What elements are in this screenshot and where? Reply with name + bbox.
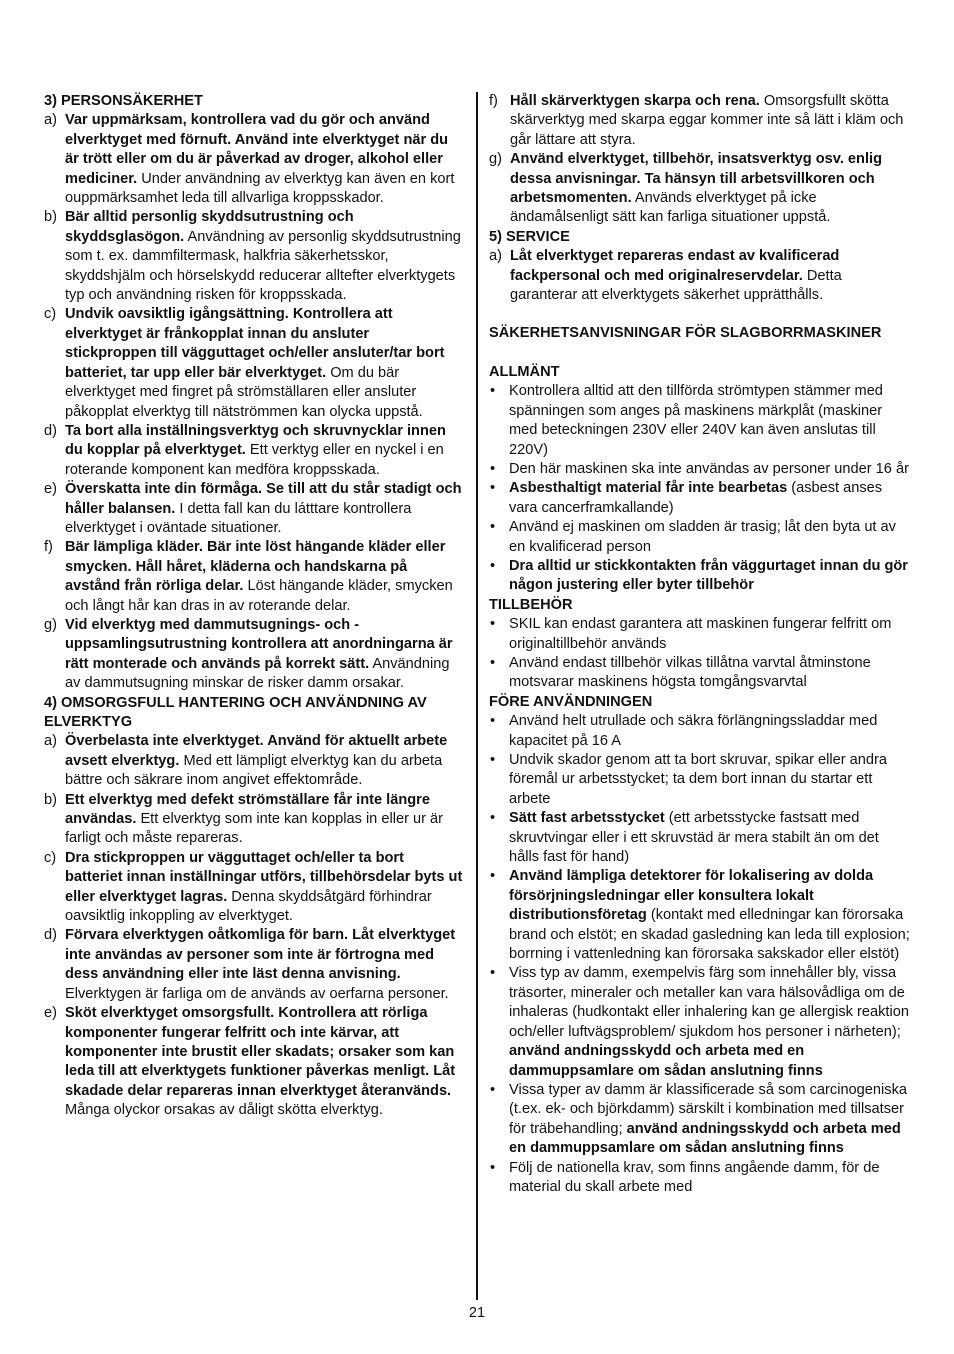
item-text: Denna skyddsåtgärd förhindrar oavsiktlig inkoppling av elverktyget. [65, 888, 432, 925]
bullet-text: (asbest anses vara cancerframkallande) [509, 480, 883, 516]
item-bold-text: Låt elverktyget repareras endast av kvalificerad fackpersonal och med originalreservdelar. [510, 248, 840, 284]
bullet-item [489, 712, 911, 751]
instruction-item [489, 150, 911, 228]
bullet-dot: • [490, 752, 496, 768]
item-bold-text: Sköt elverktyget omsorgsfullt. Kontrollera att rörliga komponenter fungerar felfritt och inte kärvar, att komponenter inte brustit eller skadats; orsaker som kan leda till att elverktygets funktioner påverkas menligt. Låt skadade delar repareras innan elverktyget återanvänds. [65, 1005, 456, 1099]
instruction-item [44, 1004, 464, 1120]
section-heading: FÖRE ANVÄNDNINGEN [489, 693, 653, 710]
instruction-item [44, 538, 464, 616]
bullet-item [489, 654, 911, 693]
left-column [44, 92, 464, 1121]
bullet-item [489, 479, 911, 518]
bullet-item [489, 1081, 911, 1159]
item-text: Under användning av elverktyg kan även en kort ouppmärksamhet leda till allvarliga kroppsskador. [65, 170, 455, 207]
item-bold-text: Förvara elverktygen oåtkomliga för barn. Låt elverktyget inte användas av personer som inte är förtrogna med dess användning eller inte läst denna anvisning. [65, 927, 456, 983]
item-label: a) [44, 112, 57, 129]
section-heading: 5) SERVICE [489, 228, 570, 245]
bullet-bold-text: använd andningsskydd och arbeta med en dammuppsamlare om sådan anslutning finns [509, 1120, 901, 1157]
item-bold-text: Använd elverktyget, tillbehör, insatsverktyg osv. enlig dessa anvisningar. Ta hänsyn till arbetsvillkoren och arbetsmomenten. [510, 151, 882, 207]
bullet-dot: • [490, 1159, 496, 1176]
bullet-text: Kontrollera alltid att den tillförda strömtypen stämmer med spänningen som anges på maskinens märkplåt (maskiner med beteckningen 230V eller 240V kan även anslutas till 220V) [509, 383, 883, 458]
item-text: I detta fall kan du látttare kontrollera elverktyget i oväntade situationer. [65, 500, 412, 536]
item-bold-text: Dra stickproppen ur vägguttaget och/eller ta bort batteriet innan inställningar utförs, tillbehörsdelar byts ut eller elverktyget lagras. [65, 849, 463, 905]
bullet-item [489, 809, 911, 867]
bullet-text: Den här maskinen ska inte användas av personer under 16 år [509, 460, 909, 477]
instruction-item [44, 111, 464, 208]
item-label: a) [44, 733, 57, 750]
item-label: b) [44, 209, 57, 226]
instruction-item [44, 480, 464, 538]
bullet-text: SKIL kan endast garantera att maskinen fungerar felfritt om originaltillbehör används [509, 616, 892, 652]
bullet-dot: • [490, 654, 496, 671]
item-label: b) [44, 791, 57, 808]
item-bold-text: Vid elverktyg med dammutsugnings- och -uppsamlingsutrustning kontrollera att anordningarna är rätt monterade och används på korrekt sätt. [65, 616, 453, 672]
bullet-bold-text: Sätt fast arbetsstycket [509, 810, 665, 827]
item-label: d) [44, 422, 57, 439]
bullet-bold-text: använd andningsskydd och arbeta med en dammuppsamlare om sådan anslutning finns [509, 1043, 823, 1079]
item-bold-text: Ett elverktyg med defekt strömställare får inte längre användas. [65, 791, 430, 828]
bullet-text: Följ de nationella krav, som finns angående damm, för de material du skall arbete med [509, 1159, 880, 1195]
item-text: Elverktygen är farliga om de används av oerfarna personer. [65, 985, 449, 1002]
instruction-item [44, 732, 464, 790]
item-label: f) [44, 539, 53, 556]
item-label: c) [44, 306, 57, 323]
instruction-item [44, 616, 464, 694]
instruction-item [44, 849, 464, 927]
bullet-dot: • [490, 383, 496, 400]
item-bold-text: Håll skärverktygen skarpa och rena. [510, 93, 760, 109]
bullet-text: Använd ej maskinen om sladden är trasig; låt den byta ut av en kvalificerad person [509, 519, 896, 555]
bullet-item [489, 557, 911, 596]
section-heading: SÄKERHETSANVISNINGAR FÖR SLAGBORRMASKINER [489, 325, 882, 342]
bullet-text: Undvik skador genom att ta bort skruvar, spikar eller andra föremål ur arbetsstycket; ta dem bort innan du startar ett arbete [509, 752, 887, 807]
bullet-item [489, 615, 911, 654]
item-text: Används elverktyget på icke ändamålsenligt sätt kan farliga situationer uppstå. [510, 190, 831, 226]
instruction-item [44, 305, 464, 421]
right-column [489, 92, 911, 1197]
bullet-item [489, 382, 911, 460]
item-bold-text: Bär alltid personlig skyddsutrustning och skyddsglasögon. [65, 209, 354, 245]
item-text: Om du bär elverktyget med fingret på strömställaren eller ansluter påkopplat elverktyg till nätströmmen kan olycka uppstå. [65, 364, 423, 420]
instruction-item [489, 247, 911, 305]
item-text: Användning av dammutsugning minskar de risker damm orsakar. [65, 655, 450, 692]
item-label: e) [44, 1005, 57, 1022]
bullet-item [489, 1159, 911, 1198]
item-text: Användning av personlig skyddsutrustning som t. ex. dammfiltermask, halkfria säkerhetsskor, skyddshjälm och hörselskydd reducerar alltefter elverktygets typ och användning risken för kroppsskada. [65, 228, 461, 304]
page-number: 21 [468, 1305, 486, 1321]
bullet-text: Använd helt utrullade och säkra förlängningssladdar med kapacitet på 16 A [509, 713, 878, 749]
bullet-text: Viss typ av damm, exempelvis färg som innehåller bly, vissa träsorter, mineraler och metaller kan vara hälsovådliga om de inhaleras (hudkontakt eller inhalering kan ge allergisk reaktion och/eller luftvägsproblem/ sjukdom hos personer i närheten); [509, 965, 909, 1040]
section-heading: 4) OMSORGSFULL HANTERING OCH ANVÄNDNING AV ELVERKTYG [44, 694, 427, 730]
bullet-dot: • [490, 965, 496, 982]
item-label: c) [44, 849, 57, 866]
instruction-item [489, 92, 911, 150]
bullet-dot: • [490, 519, 496, 536]
bullet-dot: • [490, 810, 496, 827]
bullet-item [489, 964, 911, 1080]
bullet-item [489, 460, 911, 479]
bullet-text: (ett arbetsstycke fastsatt med skruvtvingar eller i ett skruvstäd är mera stabilt än om det hålls fast för hand) [509, 810, 879, 866]
item-text: Omsorgsfullt skötta skärverktyg med skarpa eggar kommer inte så lätt i kläm och går lättare att styra. [510, 93, 904, 148]
section-heading: ALLMÄNT [489, 363, 560, 380]
item-text: Detta garanterar att elverktygets säkerhet upprätthålls. [510, 267, 842, 304]
item-label: d) [44, 927, 57, 944]
instruction-item [44, 791, 464, 849]
bullet-text: Vissa typer av damm är klassificerade så som carcinogeniska (t.ex. ek- och björkdamm) särskilt i kombination med tillsatser för träbehandling; [509, 1081, 907, 1137]
instruction-item [44, 422, 464, 480]
item-bold-text: Undvik oavsiktlig igångsättning. Kontrollera att elverktyget är frånkopplat innan du ansluter stickproppen till vägguttaget och/eller ansluter/tar bort batteriet, tar upp eller bär elverktyget. [65, 306, 445, 381]
instruction-item [44, 208, 464, 305]
column-divider [476, 92, 478, 1300]
item-bold-text: Överbelasta inte elverktyget. Använd för aktuellt arbete avsett elverktyg. [65, 733, 448, 769]
bullet-text: (kontakt med elledningar kan förorsaka brand och elstöt; en skadad gasledning kan leda till explosion; borrning i vattenledning kan förorsaka sakskador eller elstöt) [509, 907, 910, 963]
item-label: e) [44, 481, 57, 498]
item-text: Med ett lämpligt elverktyg kan du arbeta bättre och säkrare inom angivet effektområde. [65, 752, 443, 789]
item-label: f) [489, 93, 498, 109]
item-text: Löst hängande kläder, smycken och långt hår kan dras in av roterande delar. [65, 578, 453, 614]
bullet-bold-text: Använd lämpliga detektorer för lokalisering av dolda försörjningsledningar eller konsultera lokalt distributionsföretag [509, 868, 874, 924]
bullet-item [489, 751, 911, 809]
item-bold-text: Ta bort alla inställningsverktyg och skruvnycklar innen du kopplar på elverktyget. [65, 422, 446, 459]
bullet-dot: • [490, 460, 496, 477]
section-heading: 3) PERSONSÄKERHET [44, 93, 203, 109]
bullet-dot: • [490, 713, 496, 730]
bullet-dot: • [490, 480, 496, 497]
item-label: g) [489, 151, 502, 168]
bullet-dot: • [490, 616, 496, 633]
item-bold-text: Var uppmärksam, kontrollera vad du gör och använd elverktyget med förnuft. Använd inte elverktyget när du är trött eller om du är påverkad av droger, alkohol eller mediciner. [65, 112, 449, 187]
bullet-bold-text: Dra alltid ur stickkontakten från väggurtaget innan du gör någon justering eller byter tillbehör [509, 557, 908, 594]
bullet-bold-text: Asbesthaltigt material får inte bearbetas [509, 480, 788, 497]
item-bold-text: Överskatta inte din förmåga. Se till att du står stadigt och håller balansen. [65, 481, 462, 517]
instruction-item [44, 926, 464, 1004]
item-text: Många olyckor orsakas av dåligt skötta elverktyg. [65, 1102, 383, 1119]
item-bold-text: Bär lämpliga kläder. Bär inte löst hängande kläder eller smycken. Håll håret, kläderna och handskarna på avstånd från rörliga delar. [65, 539, 446, 595]
item-label: g) [44, 616, 57, 633]
bullet-dot: • [490, 868, 496, 885]
section-heading: TILLBEHÖR [489, 596, 573, 613]
item-text: Ett elverktyg som inte kan kopplas in eller ur är farligt och måste repareras. [65, 811, 443, 847]
bullet-dot: • [490, 1081, 496, 1098]
bullet-item [489, 867, 911, 964]
item-text: Ett verktyg eller en nyckel i en roterande komponent kan medföra kroppsskada. [65, 442, 444, 478]
bullet-item [489, 518, 911, 557]
bullet-text: Använd endast tillbehör vilkas tillåtna varvtal åtminstone motsvarar maskinens högsta tomgångsvarvtal [509, 654, 871, 691]
item-label: a) [489, 248, 502, 265]
bullet-dot: • [490, 557, 496, 574]
